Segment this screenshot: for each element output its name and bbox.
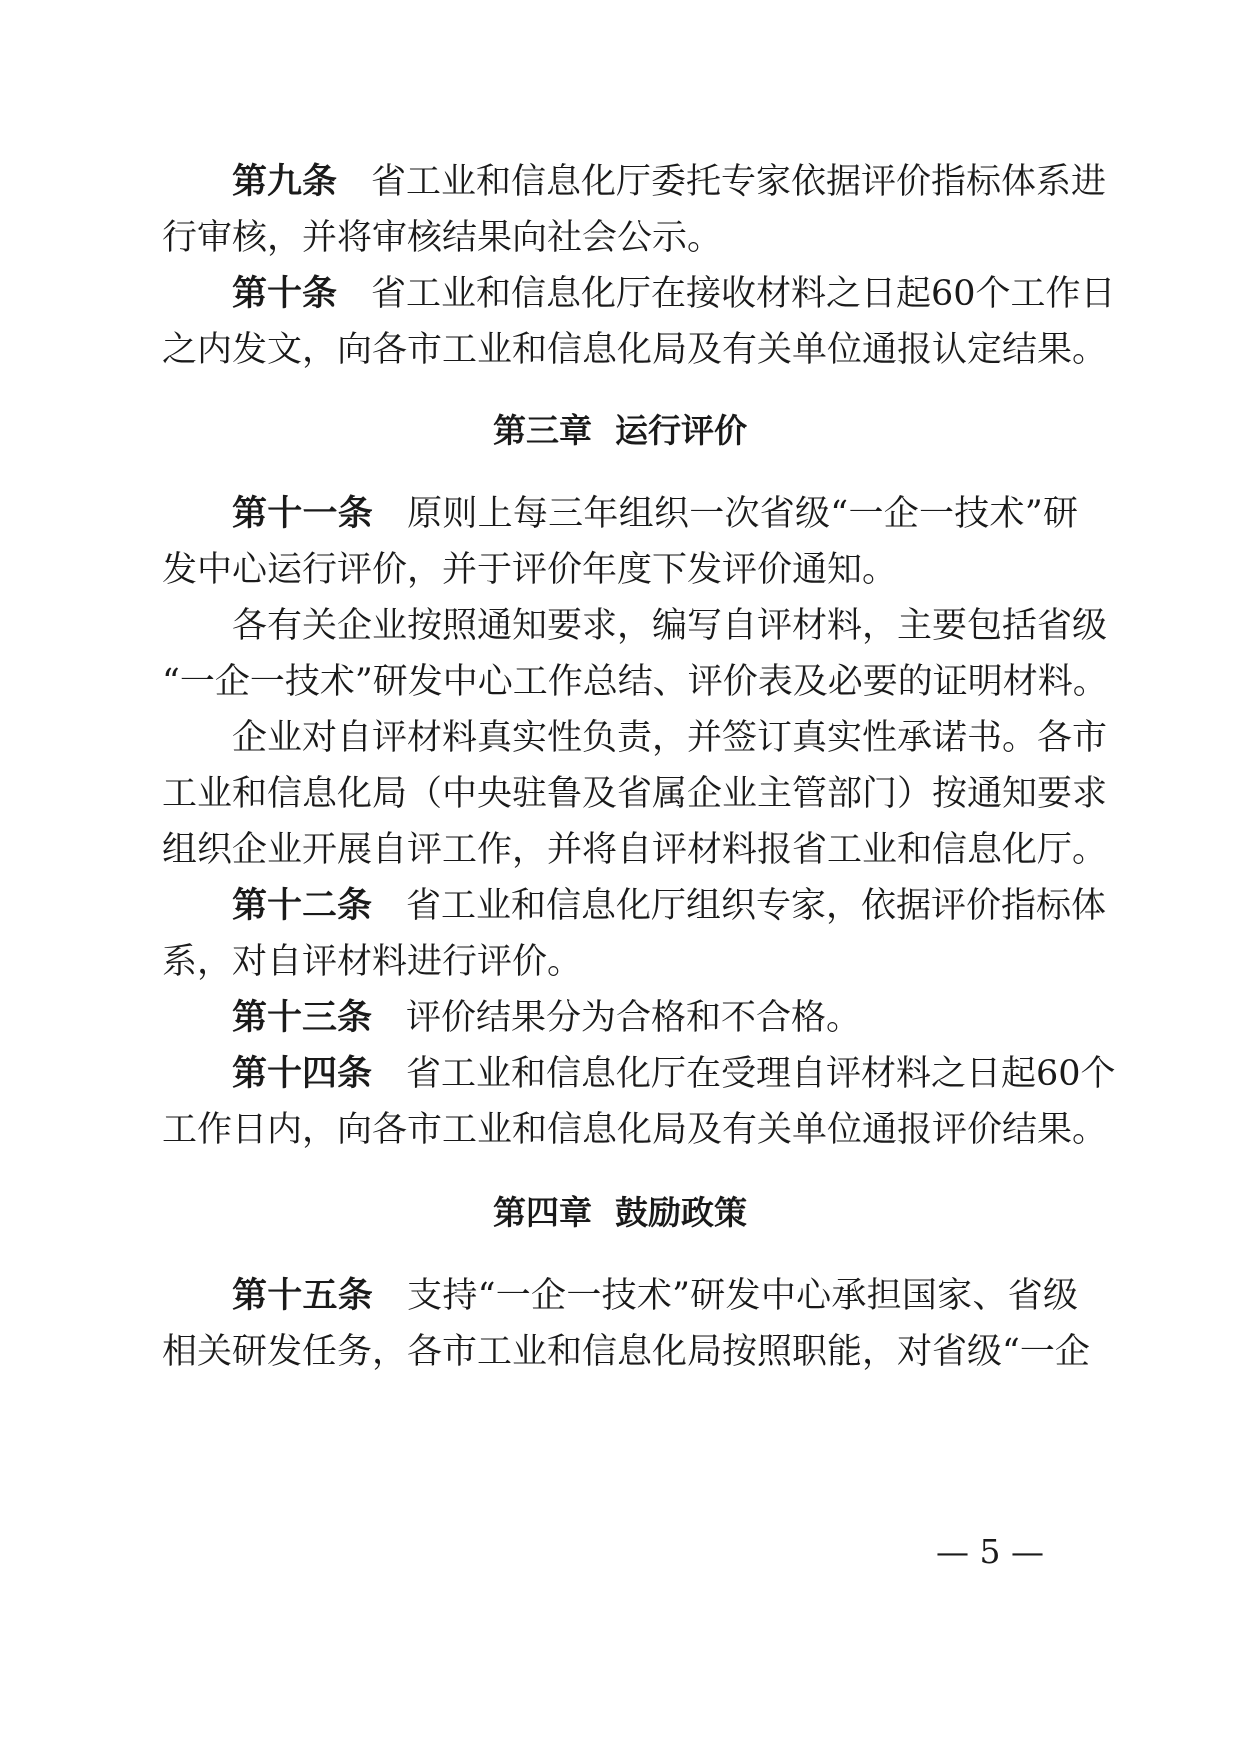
article-11-line-1 xyxy=(232,494,1078,534)
article-10-line-2: 之内发文，向各市工业和信息化局及有关单位通报认定结果。 xyxy=(162,330,1108,370)
self-eval-line-2: “一企一技术”研发中心工作总结、评价表及必要的证明材料。 xyxy=(162,662,1108,702)
article-12-line-2: 系，对自评材料进行评价。 xyxy=(162,942,583,982)
article-9-line-2: 行审核，并将审核结果向社会公示。 xyxy=(162,218,723,258)
article-12-label: 第十二条 xyxy=(232,886,373,926)
article-11-text-1: 原则上每三年组织一次省级“一企一技术”研 xyxy=(407,494,1078,534)
article-14-line-1 xyxy=(232,1054,1116,1094)
page-number: — 5 — xyxy=(936,1532,1044,1571)
article-10-line-1 xyxy=(232,274,1116,314)
article-13-label: 第十三条 xyxy=(232,998,373,1038)
chapter-4-heading xyxy=(0,1193,1240,1233)
authenticity-line-2: 工业和信息化局（中央驻鲁及省属企业主管部门）按通知要求 xyxy=(162,774,1108,814)
article-14-line-2: 工作日内，向各市工业和信息化局及有关单位通报评价结果。 xyxy=(162,1110,1108,1150)
chapter-3-title: 运行评价 xyxy=(614,411,747,450)
article-14-label: 第十四条 xyxy=(232,1054,373,1094)
article-10-label: 第十条 xyxy=(232,274,338,314)
self-eval-line-1: 各有关企业按照通知要求，编写自评材料，主要包括省级 xyxy=(232,606,1108,646)
article-15-line-2: 相关研发任务，各市工业和信息化局按照职能，对省级“一企 xyxy=(162,1332,1090,1372)
chapter-4-number: 第四章 xyxy=(493,1193,592,1232)
article-13-line-1 xyxy=(232,998,1078,1038)
article-15-label: 第十五条 xyxy=(232,1276,374,1316)
article-9-label: 第九条 xyxy=(232,162,338,202)
authenticity-line-1: 企业对自评材料真实性负责，并签订真实性承诺书。各市 xyxy=(232,718,1108,758)
article-14-text-1: 省工业和信息化厅在受理自评材料之日起60个 xyxy=(406,1054,1116,1094)
article-10-text-1: 省工业和信息化厅在接收材料之日起60个工作日 xyxy=(371,274,1116,314)
chapter-3-number: 第三章 xyxy=(493,411,592,450)
article-15-line-1 xyxy=(232,1276,1078,1316)
chapter-4-title: 鼓励政策 xyxy=(614,1193,747,1232)
authenticity-line-3: 组织企业开展自评工作，并将自评材料报省工业和信息化厅。 xyxy=(162,830,1108,870)
article-11-line-2: 发中心运行评价，并于评价年度下发评价通知。 xyxy=(162,550,898,590)
article-13-text-1: 评价结果分为合格和不合格。 xyxy=(406,998,862,1038)
article-12-line-1 xyxy=(232,886,1107,926)
article-9-line-1 xyxy=(232,162,1107,202)
article-15-text-1: 支持“一企一技术”研发中心承担国家、省级 xyxy=(407,1276,1078,1316)
article-9-text-1: 省工业和信息化厅委托专家依据评价指标体系进 xyxy=(371,162,1107,202)
article-11-label: 第十一条 xyxy=(232,494,374,534)
chapter-3-heading xyxy=(0,411,1240,451)
article-12-text-1: 省工业和信息化厅组织专家，依据评价指标体 xyxy=(406,886,1107,926)
